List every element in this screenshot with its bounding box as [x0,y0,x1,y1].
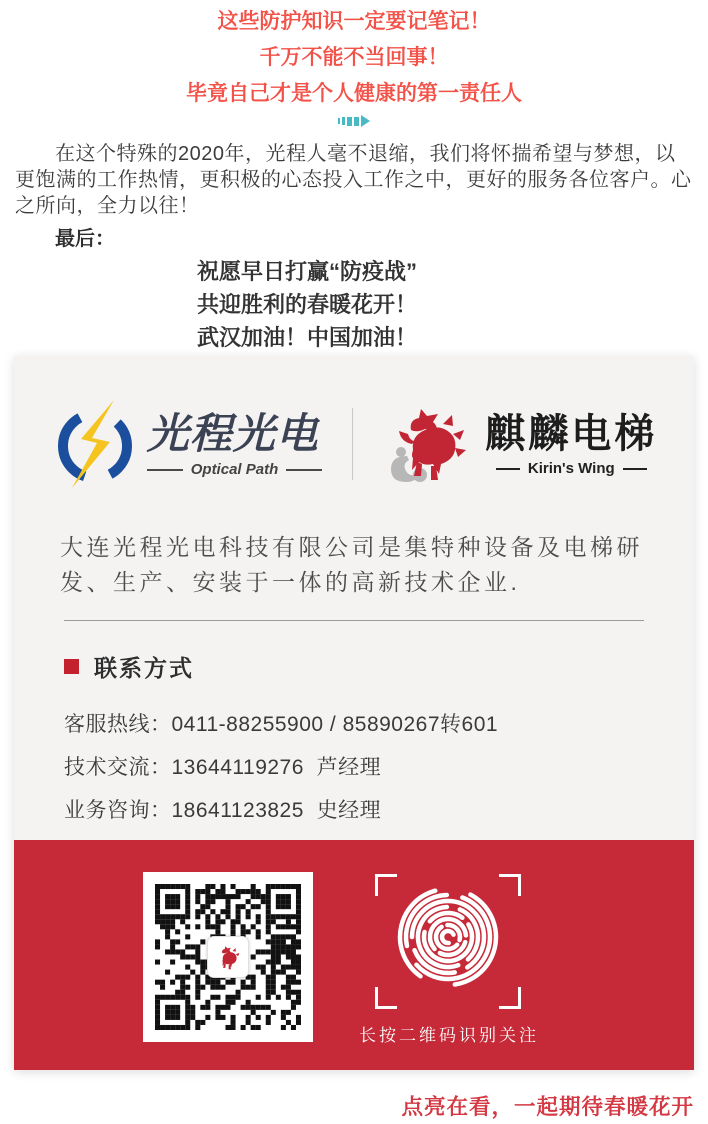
wishes-block [0,255,708,354]
contact-value: 13644119276 芦经理 [171,756,382,779]
qr-center-badge [207,936,249,978]
lightning-ring-icon [51,400,139,488]
kirin-name: 麒麟电梯 [485,412,658,456]
fast-forward-bar [347,117,352,126]
company-description: 大连光程光电科技有限公司是集特种设备及电梯研发、生产、安装于一体的高新技术企业. [60,534,643,595]
fast-forward-triangle [361,115,370,127]
dash [286,469,322,471]
article-paragraph: 在这个特殊的2020年，光程人毫不退缩，我们将怀揣希望与梦想，以更饱满的工作热情，更积极的心态投入工作之中，更好的服务各位客户。心之所向，全力以往！ [15,143,692,217]
optical-path-logo [51,400,323,488]
fast-forward-bar [342,117,345,125]
wish-line-1: 祝愿早日打赢“防疫战” [197,259,418,284]
contact-value: 0411-88255900 / 85890267转601 [171,713,499,736]
footer-cta: 点亮在看，一起期待春暖花开 [401,1095,694,1119]
dash [147,469,183,471]
headline-line-3: 毕竟自己才是个人健康的第一责任人 [186,82,522,105]
company-card-body [14,356,694,840]
fingerprint-icon [388,879,508,1004]
kirin-icon [383,400,475,488]
fast-forward-bar [354,117,359,126]
fast-forward-bar [338,118,340,124]
divider-line [64,620,644,621]
headline-block [0,0,708,112]
kirin-logo [383,400,657,488]
logo-row [14,400,694,488]
wish-line-3: 武汉加油！中国加油！ [197,325,418,350]
fast-forward-icon [334,115,374,127]
dash [623,468,647,470]
optical-path-name: 光程光电 [146,410,319,457]
headline-line-1: 这些防护知识一定要记笔记！ [217,10,491,33]
kirin-subtitle-row [485,460,657,477]
contact-title: 联系方式 [94,655,194,681]
company-card [14,356,694,1070]
optical-path-text [147,410,323,478]
bullet-square-icon [64,659,79,674]
kirin-subtitle: Kirin's Wing [527,460,615,477]
finally-label: 最后： [55,228,115,250]
follow-banner [14,840,694,1070]
wish-line-2: 共迎胜利的春暖花开！ [197,292,418,317]
contact-line-business [64,789,694,832]
qr-caption: 长按二维码识别关注 [359,1026,539,1045]
contact-lines [14,703,694,832]
contact-label: 技术交流： [64,756,172,779]
optical-path-subtitle: Optical Path [190,461,279,478]
kirin-icon [213,943,243,972]
contact-line-tech [64,746,694,789]
headline-line-2: 千万不能不当回事！ [259,46,449,69]
logo-divider [352,408,353,480]
kirin-text [485,411,657,477]
contact-title-row [14,650,694,683]
optical-path-subtitle-row [147,461,323,478]
contact-value: 18641123825 史经理 [171,799,382,822]
contact-label: 客服热线： [64,713,172,736]
dash [496,468,520,470]
contact-line-hotline [64,703,694,746]
fingerprint-scan-frame [375,874,521,1009]
contact-label: 业务咨询： [64,799,172,822]
qr-code[interactable] [143,872,313,1042]
